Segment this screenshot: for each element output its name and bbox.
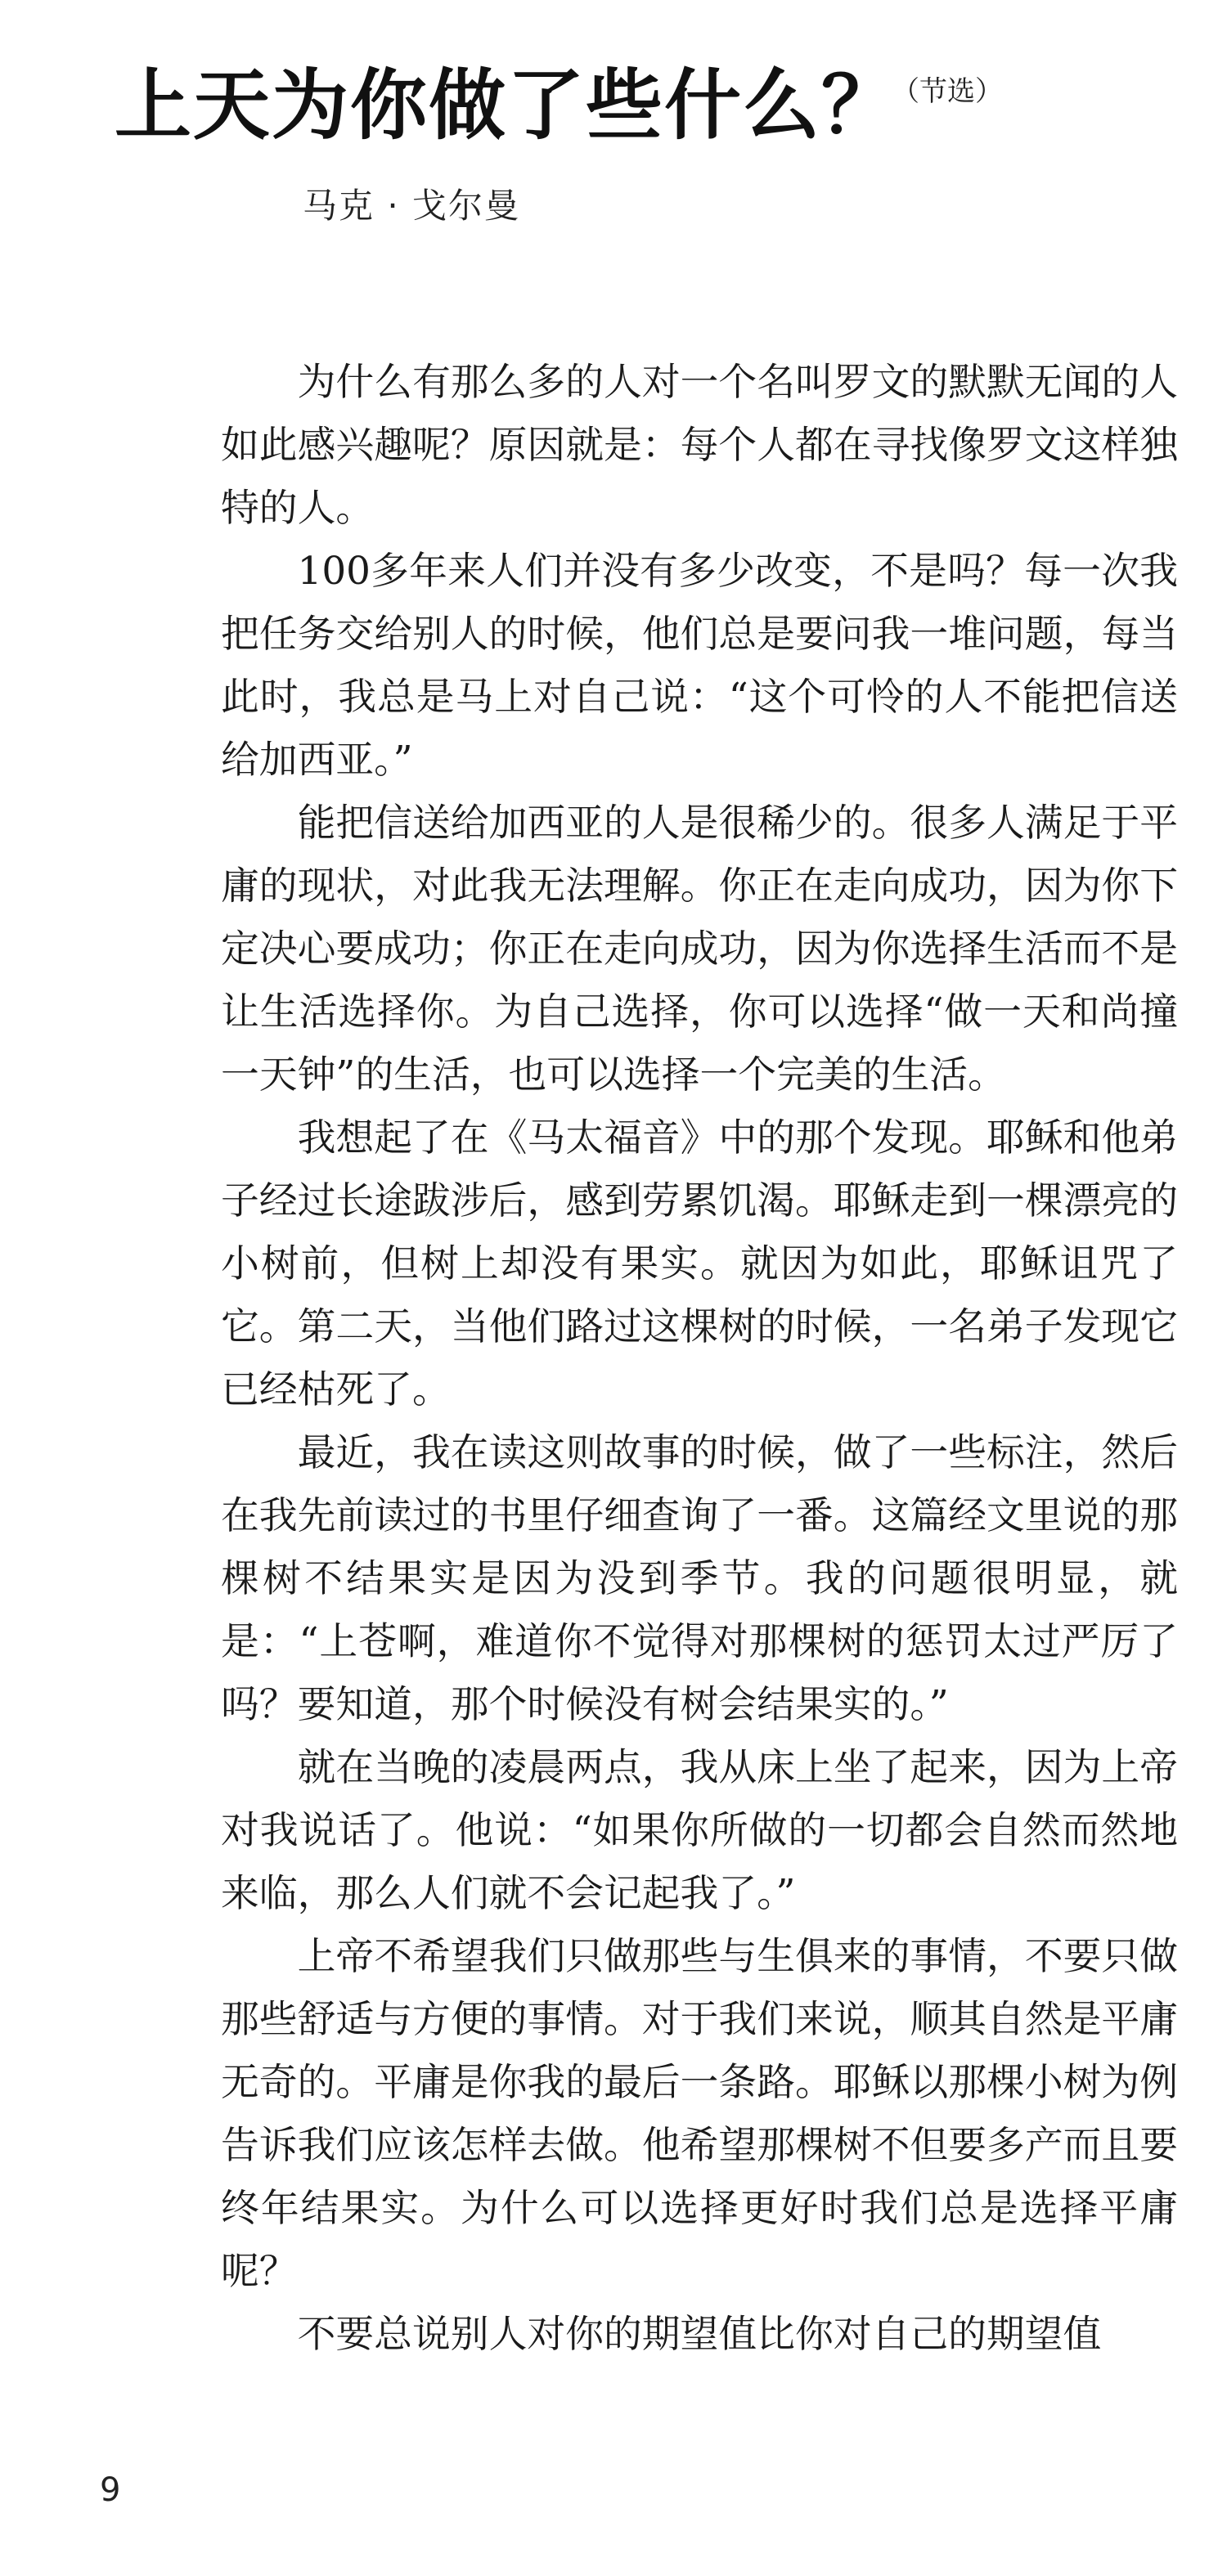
title-block bbox=[115, 57, 1145, 172]
paragraph: 100多年来人们并没有多少改变，不是吗？每一次我把任务交给别人的时候，他们总是要问我一堆问题，每当此时，我总是马上对自己说：“这个可怜的人不能把信送给加西亚。” bbox=[221, 550, 1178, 783]
paragraph: 上帝不希望我们只做那些与生俱来的事情，不要只做那些舒适与方便的事情。对于我们来说，顺其自然是平庸无奇的。平庸是你我的最后一条路。耶稣以那棵小树为例告诉我们应该怎样去做。他希望那棵树不但要多产而且要终年结果实。为什么可以选择更好时我们总是选择平庸呢？ bbox=[221, 1935, 1178, 2294]
paragraph: 最近，我在读这则故事的时候，做了一些标注，然后在我先前读过的书里仔细查询了一番。这篇经文里说的那棵树不结果实是因为没到季节。我的问题很明显，就是：“上苍啊，难道你不觉得对那棵树的惩罚太过严厉了吗？要知道，那个时候没有树会结果实的。” bbox=[221, 1431, 1178, 1727]
paragraph: 为什么有那么多的人对一个名叫罗文的默默无闻的人如此感兴趣呢？原因就是：每个人都在寻找像罗文这样独特的人。 bbox=[221, 361, 1178, 531]
article-body bbox=[221, 352, 1178, 2367]
paragraph: 不要总说别人对你的期望值比你对自己的期望值 bbox=[297, 2313, 1102, 2357]
paragraph: 我想起了在《马太福音》中的那个发现。耶稣和他弟子经过长途跋涉后，感到劳累饥渴。耶稣走到一棵漂亮的小树前，但树上却没有果实。就因为如此，耶稣诅咒了它。第二天，当他们路过这棵树的时候，一名弟子发现它已经枯死了。 bbox=[221, 1116, 1178, 1412]
paragraph: 就在当晚的凌晨两点，我从床上坐了起来，因为上帝对我说话了。他说：“如果你所做的一切都会自然而然地来临，那么人们就不会记起我了。” bbox=[221, 1746, 1178, 1916]
page-number: 9 bbox=[100, 2471, 121, 2509]
page-title: 上天为你做了些什么？ bbox=[115, 61, 901, 150]
excerpt-note: （节选） bbox=[892, 75, 1003, 108]
author-name: 马克 · 戈尔曼 bbox=[303, 186, 521, 226]
paragraph: 能把信送给加西亚的人是很稀少的。很多人满足于平庸的现状，对此我无法理解。你正在走向成功，因为你下定决心要成功；你正在走向成功，因为你选择生活而不是让生活选择你。为自己选择，你可以选择“做一天和尚撞一天钟”的生活，也可以选择一个完美的生活。 bbox=[221, 801, 1178, 1097]
